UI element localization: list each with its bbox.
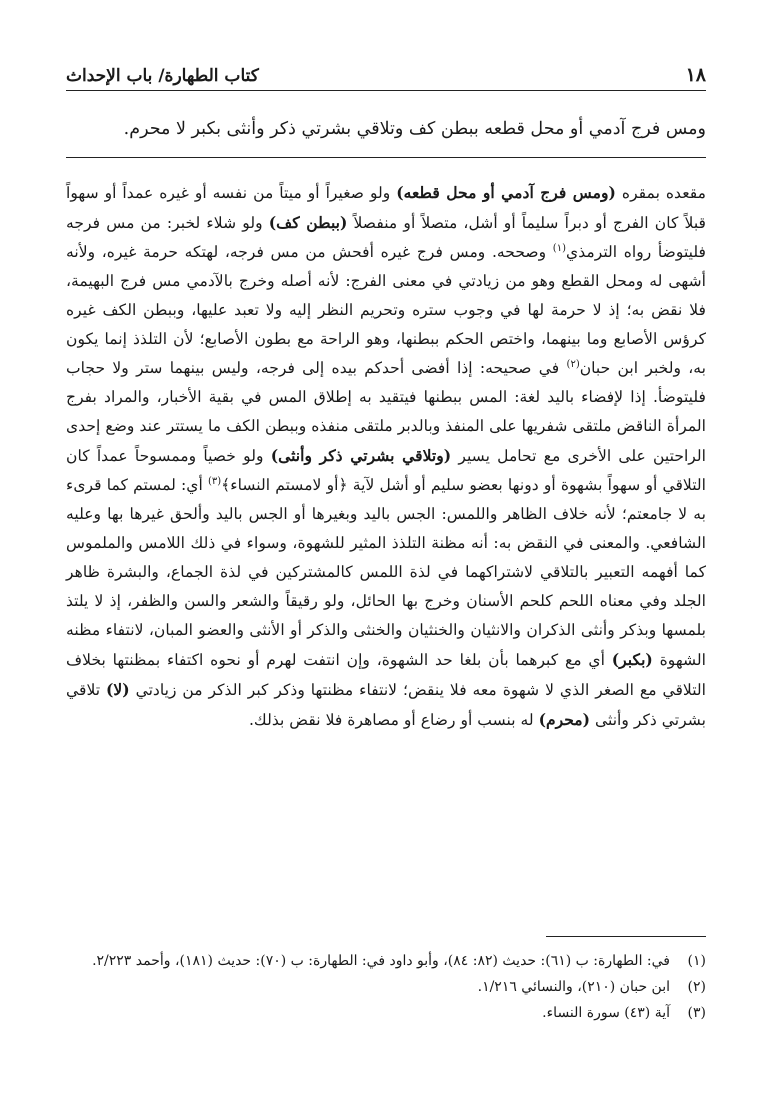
footnote-text: آية (٤٣) سورة النساء. <box>542 1005 670 1021</box>
commentary-paragraph <box>66 178 706 735</box>
matn-quote: (محرم) <box>538 710 591 729</box>
matn-quote: (ومس فرج آدمي أو محل قطعه) <box>396 183 616 202</box>
matn-quote: (بكبر) <box>611 650 653 669</box>
footnote-text: في: الطهارة: ب (٦١): حديث (٨٢: ٨٤)، وأبو داود في: الطهارة: ب (٧٠): حديث (١٨١)، وأحمد ٢/٢٢٣. <box>92 953 670 969</box>
footnotes <box>66 948 706 1026</box>
commentary-text: ولو خصياً وممسوحاً عمداً كان التلاقي أو سهواً بشهوة أو دونها بعضو سليم أو أشل لآية ﴿أو لامستم النساء﴾ <box>66 447 706 494</box>
page-number: ١٨ <box>685 64 706 86</box>
matn-quote: (لا) <box>106 680 130 699</box>
running-title: كتاب الطهارة/ باب الإحداث <box>66 66 259 86</box>
commentary-text: في صحيحه: إذا أفضى أحدكم بيده إلى فرجه، وليس بينهما ستر ولا حجاب فليتوضأ. إذا لإفضاء باليد لغة: المس ببطنها فيتقيد به إطلاق المس في بقية الأخبار، والمراد بفرج المرأة الناقض ملتقى شفريها على المنفذ وبالدبر ملتقى منفذه وببطن الكف ما يستتر عند وضع إحدى الراحتين على الأخرى مع تحامل يسير <box>66 359 706 465</box>
matn-quote: (وتلاقي بشرتي ذكر وأنثى) <box>270 446 452 465</box>
footnote-divider <box>546 936 706 937</box>
footnote <box>66 974 706 1000</box>
commentary-text: تلاقي بشرتي ذكر وأنثى <box>66 681 706 729</box>
commentary-text: أي مع كبرهما بأن بلغا حد الشهوة، وإن انتفت لهرم أو نحوه اكتفاء بمظنتها بخلاف التلاقي مع الصغر الذي لا شهوة معه فلا ينقض؛ لانتفاء مظنتها وذكر كبر الذكر من زيادتي <box>66 651 707 699</box>
commentary-body <box>66 178 706 735</box>
commentary-text: أي: لمستم كما قرىء به لا جامعتم؛ لأنه خلاف الظاهر واللمس: الجس باليد وبغيرها أو الجس باليد وألحق غيرها بها وعليه الشافعي. والمعنى في النقض به: أنه مظنة التلذذ المثير للشهوة، وسواء في ذلك اللامس والملموس كما أفهمه التعبير بالتلاقي لاشتراكهما في لذة اللمس كالمشتركين في لذة الجماع، والبشرة ظاهر الجلد وفي معناه اللحم كلحم الأسنان وخرج بها الحائل، ولو رقيقاً والشعر والسن والظفر، إذ لا يلتذ بلمسها وبذكر وأنثى الذكران والانثيان والخنثيان والخنثى والذكر أو الأنثى والعضو المبان، لانتفاء مظنه الشهوة <box>66 476 706 669</box>
commentary-text: مقعده بمقره <box>615 184 706 202</box>
footnote <box>66 1000 706 1026</box>
commentary-text: ولو شلاء لخبر: من مس فرجه فليتوضأ رواه الترمذي <box>66 214 706 261</box>
matn-divider <box>66 157 706 158</box>
footnote-number: (١) <box>687 953 706 969</box>
page-header <box>66 52 706 91</box>
matn-text: ومس فرج آدمي أو محل قطعه ببطن كف وتلاقي بشرتي ذكر وأنثى بكبر لا محرم. <box>123 119 706 139</box>
footnote-text: ابن حبان (٢١٠)، والنسائي ١/٢١٦. <box>477 979 670 995</box>
commentary-text: له بنسب أو رضاع أو مصاهرة فلا نقض بذلك. <box>248 711 539 729</box>
matn-quote: (ببطن كف) <box>268 213 348 232</box>
footnote-ref: (١) <box>552 242 566 254</box>
footnote-number: (٢) <box>687 979 706 995</box>
footnote-ref: (٣) <box>207 475 222 487</box>
footnote <box>66 948 706 974</box>
commentary-text: ولو صغيراً أو ميتاً من نفسه أو غيره عمداً أو سهواً قبلاً كان الفرج أو دبراً سليماً أو أشل، متصلاً أو منفصلاً <box>66 184 706 232</box>
footnote-number: (٣) <box>687 1005 706 1021</box>
footnote-ref: (٢) <box>566 358 580 370</box>
commentary-text: وصححه. ومس فرج غيره أفحش من مس فرجه، لهتكه حرمة غيره، ولأنه أشهى له ومحل القطع وهو من زيادتي في معنى الفرج: لأنه أصله وخرج بالآدمي مس فرج البهيمة، فلا نقض به؛ إذ لا حرمة لها في وجوب ستره وتحريم النظر إليه ولا تعبد عليها، وببطن الكف غيره كرؤس الأصابع وما بينهما، واختص الحكم ببطنها، وهو الراحة مع بطون الأصابع؛ لأن التلذذ إنما يكون به، ولخبر ابن حبان <box>66 243 706 377</box>
